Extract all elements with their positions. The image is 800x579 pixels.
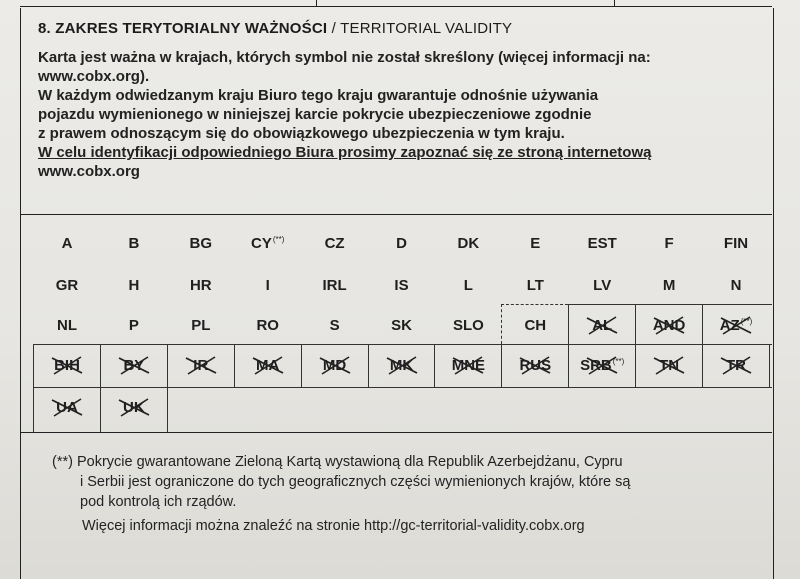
country-code: UK [123,398,145,416]
country-code: A [61,234,73,252]
paragraph-divider [20,214,772,215]
country-cell-est [569,226,635,260]
country-code: BG [189,234,213,252]
country-cell-p [101,308,167,342]
country-cell-l [435,268,501,302]
grid-line [368,344,369,387]
country-cell-lt [502,268,568,302]
country-cell-md [302,348,368,382]
previous-section-border [20,0,772,7]
country-code: NL [57,316,77,334]
country-code: RO [256,316,279,334]
grid-line [769,344,770,387]
country-code: AND [652,316,686,334]
country-cell-uk [101,390,167,424]
country-code: CY [250,234,272,252]
paragraph-line: W każdym odwiedzanym kraju Biuro tego kraju gwarantuje odnośnie używania [38,87,599,104]
country-cell-tn [636,348,702,382]
country-cell-irl [302,268,368,302]
grid-line [34,344,772,345]
grid-line [167,344,168,387]
country-cell-is [369,268,435,302]
country-code: AL [592,316,613,334]
country-cell-ch [502,308,568,342]
country-cell-dk [435,226,501,260]
country-cell-ir [168,348,234,382]
grid-line [568,304,772,305]
country-code: IR [193,356,209,374]
country-code: IRL [322,276,347,294]
grid-line [167,387,168,432]
country-code: CZ [324,234,345,252]
country-code: GR [55,276,79,294]
country-code: E [530,234,541,252]
grid-line [501,344,502,387]
more-info-line: Więcej informacji można znaleźć na stronie http://gc-territorial-validity.cobx.org [82,518,585,534]
grid-line [635,344,636,387]
country-cell-slo [435,308,501,342]
country-cell-a [34,226,100,260]
country-cell-b [101,226,167,260]
country-code: D [396,234,407,252]
country-cell-gr [34,268,100,302]
country-cell-bg [168,226,234,260]
paragraph-line: pojazdu wymienionego w niniejszej karcie pokrycie ubezpieczeniowe zgodnie [38,106,592,123]
country-code: BIH [54,356,80,374]
country-code: MK [389,356,414,374]
grid-line [100,387,101,432]
country-code: SLO [452,316,484,334]
grid-line [33,387,34,432]
grid-line [568,304,569,344]
country-cell-m [636,268,702,302]
dashed-border [501,304,568,305]
country-code: H [128,276,140,294]
country-cell-s [302,308,368,342]
section-heading [38,20,512,37]
grid-line [568,344,569,387]
country-code: HR [189,276,212,294]
footnote-marker: (**) [272,234,285,244]
country-code: MNE [451,356,486,374]
country-cell-hr [168,268,234,302]
footnote-line: (**) Pokrycie gwarantowane Zieloną Kartą wystawioną dla Republik Azerbejdżanu, Cypru [52,454,623,470]
cell-divider [316,0,317,6]
country-code: P [128,316,139,334]
country-code: L [463,276,473,294]
country-code: DK [457,234,480,252]
country-cell-cy [235,226,301,260]
grid-line [702,344,703,387]
country-cell-lv [569,268,635,302]
footnote-marker: (**) [612,356,625,366]
paragraph-line: Karta jest ważna w krajach, których symbol nie został skreślony (więcej informacji na: [38,49,651,66]
grid-line [100,344,101,387]
country-code: UA [56,398,78,416]
country-code: FIN [723,234,749,252]
country-cell-cz [302,226,368,260]
country-code: MA [256,356,280,374]
country-code: SRB [580,356,612,374]
footnote-marker: (**) [740,316,753,326]
country-cell-fin [703,226,769,260]
country-code: LT [526,276,544,294]
country-cell-nl [34,308,100,342]
country-code: IS [394,276,409,294]
country-code: PL [191,316,211,334]
country-cell-ua [34,390,100,424]
country-cell-e [502,226,568,260]
website-link-text: www.cobx.org [38,163,140,180]
country-code: BY [123,356,145,374]
country-code: N [730,276,742,294]
country-code: I [265,276,270,294]
grid-line [301,344,302,387]
country-cell-d [369,226,435,260]
country-code: AZ [719,316,740,334]
paragraph-line: z prawem odnoszącym się do obowiązkowego ubezpieczenia w tym kraju. [38,125,565,142]
country-cell-rus [502,348,568,382]
grid-line [34,387,772,388]
grid-bottom-divider [20,432,772,433]
country-cell-mne [435,348,501,382]
country-code: F [664,234,674,252]
country-cell-h [101,268,167,302]
country-cell-and [636,308,702,342]
title-separator: / [331,20,341,37]
country-cell-by [101,348,167,382]
bureau-identification-line: W celu identyfikacji odpowiedniego Biura prosimy zapoznać się ze stroną internetową [38,144,652,161]
country-cell-al [569,308,635,342]
section-title-polish: 8. ZAKRES TERYTORIALNY WAŻNOŚCI [38,20,328,37]
country-cell-tr [703,348,769,382]
country-code: S [329,316,340,334]
country-cell-sk [369,308,435,342]
country-code: LV [593,276,612,294]
grid-line [33,344,34,387]
country-code: RUS [519,356,552,374]
country-code: TR [726,356,746,374]
country-cell-n [703,268,769,302]
footnote [52,452,772,512]
country-code: B [128,234,140,252]
country-cell-mk [369,348,435,382]
country-cell-f [636,226,702,260]
section-title-english: TERRITORIAL VALIDITY [340,20,513,37]
dashed-border [501,304,502,344]
grid-line [635,304,636,344]
country-code: SK [391,316,412,334]
country-code: CH [524,316,547,334]
country-cell-ma [235,348,301,382]
country-code: EST [587,234,617,252]
country-cell-bih [34,348,100,382]
country-code: M [662,276,676,294]
country-cell-az [703,308,769,342]
country-cell-srb [569,348,635,382]
grid-line [434,344,435,387]
grid-line [702,304,703,344]
country-code: TN [659,356,680,374]
footnote-line: i Serbii jest ograniczone do tych geograficznych części wymienionych krajów, które są [80,474,631,490]
country-cell-i [235,268,301,302]
cell-divider [614,0,615,6]
country-code: MD [322,356,347,374]
footnote-line: pod kontrolą ich rządów. [80,494,237,510]
grid-line [234,344,235,387]
validity-paragraph [38,48,758,181]
country-cell-pl [168,308,234,342]
paragraph-line: www.cobx.org). [38,68,150,85]
country-cell-ro [235,308,301,342]
